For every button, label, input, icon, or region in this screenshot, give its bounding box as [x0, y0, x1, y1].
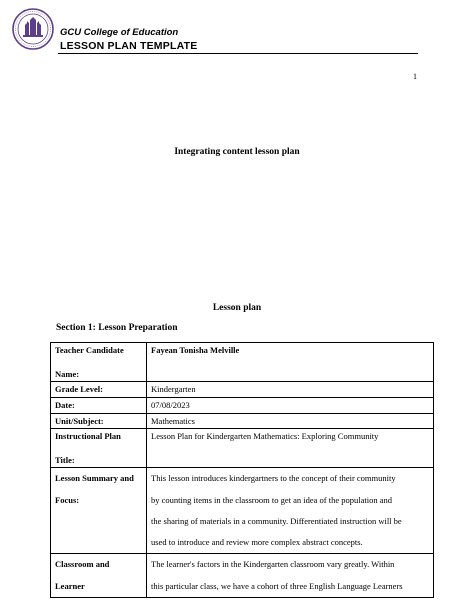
instructional-plan-value: Lesson Plan for Kindergarten Mathematics: Exploring Community [147, 429, 434, 468]
table-row [51, 397, 434, 413]
table-row [51, 413, 434, 429]
document-title: Integrating content lesson plan [174, 147, 300, 157]
table-row [51, 429, 434, 468]
header-rule [58, 53, 418, 54]
lesson-plan-heading: Lesson plan [212, 303, 262, 313]
section-heading: Section 1: Lesson Preparation [56, 323, 178, 333]
college-name: GCU College of Education [60, 27, 179, 38]
unit-subject-value: Mathematics [147, 413, 434, 429]
gcu-seal-logo [12, 8, 54, 50]
unit-subject-label: Unit/Subject: [51, 413, 147, 429]
instructional-plan-label: Instructional Plan Title: [51, 429, 147, 468]
grade-level-value: Kindergarten [147, 382, 434, 398]
table-row [51, 468, 434, 554]
page-number: 1 [413, 72, 417, 81]
lesson-summary-value: This lesson introduces kindergartners to the concept of their community by counting items in the classroom to get an idea of the population and the sharing of materials in a community. Differentiated instruction will be used to introduce and review more complex abstract concepts. [147, 468, 434, 554]
date-value: 07/08/2023 [147, 397, 434, 413]
classroom-learner-label: Classroom and Learner [51, 554, 147, 598]
table-row [51, 554, 434, 598]
grade-level-label: Grade Level: [51, 382, 147, 398]
lesson-summary-label: Lesson Summary and Focus: [51, 468, 147, 554]
lesson-preparation-table [50, 342, 434, 598]
teacher-name-value: Fayean Tonisha Melville [147, 343, 434, 382]
classroom-learner-value: The learner's factors in the Kindergarten classroom vary greatly. Within this particular class, we have a cohort of three English Language Learners [147, 554, 434, 598]
table-row [51, 382, 434, 398]
date-label: Date: [51, 397, 147, 413]
template-title: LESSON PLAN TEMPLATE [60, 40, 198, 52]
table-row [51, 343, 434, 382]
teacher-candidate-label: Teacher Candidate Name: [51, 343, 147, 382]
